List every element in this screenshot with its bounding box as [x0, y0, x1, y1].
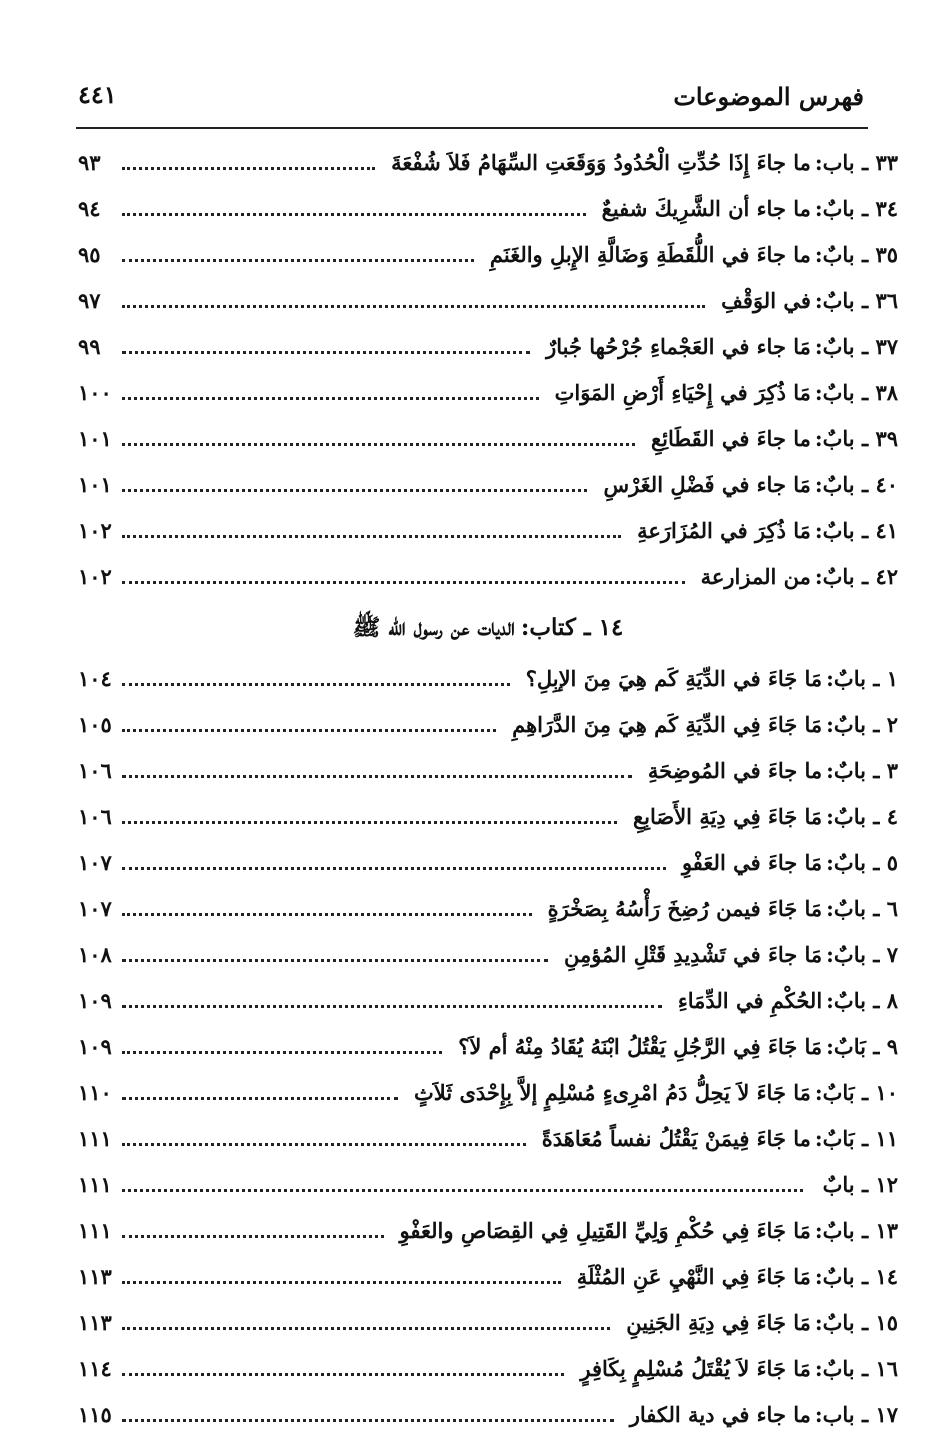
entry-page: ١٠٦ — [78, 804, 112, 829]
section-heading — [78, 600, 898, 656]
entry-title: من المزارعة — [700, 564, 811, 589]
entry-page: ٩٥ — [78, 242, 101, 267]
toc-entry — [78, 656, 898, 702]
entry-title: ما جاء أن الشَّرِيكَ شفيعٌ — [601, 196, 811, 221]
entry-title: مَا ذُكِرَ في المُزَارَعةِ — [637, 518, 811, 543]
entry-title: ما جاءَ في المُوضِحَةِ — [647, 758, 823, 783]
toc-entry — [78, 1300, 898, 1346]
entry-title: مَا جَاءَ لاَ يُقْتَلُ مُسْلِمٍ بِكَافِرٍ — [580, 1356, 811, 1381]
dot-leader — [122, 1235, 384, 1238]
section-number: ١٤ ـ كتاب: — [520, 614, 624, 641]
dot-leader — [122, 1281, 561, 1284]
dot-leader — [122, 397, 539, 400]
entry-number: ١٣ ـ بابٌ: — [814, 1218, 898, 1243]
entry-title: مَا جَاءَ لاَ يَحِلُّ دَمُ امْرِىءٍ مُسْلِمٍ إلاَّ بِإِحْدَى ثَلاَثٍ — [414, 1080, 811, 1105]
toc-entry — [78, 1254, 898, 1300]
entry-page: ١٠٢ — [78, 518, 112, 543]
dot-leader — [122, 959, 548, 962]
entry-number: ١٢ ـ بابٌ — [822, 1172, 898, 1197]
entry-title: مَا ذُكِرَ في إِحْيَاءِ أَرْضِ المَوَاتِ — [554, 380, 811, 405]
entry-title: في الوَقْفِ — [721, 288, 811, 313]
toc-entry — [78, 978, 898, 1024]
dot-leader — [122, 489, 587, 492]
entry-page: ١٠٧ — [78, 896, 112, 921]
entry-page: ١١١ — [78, 1218, 112, 1243]
entry-number: ١٤ ـ بابٌ: — [814, 1264, 898, 1289]
entry-number: ٨ ـ بابٌ: — [826, 988, 898, 1013]
dot-leader — [122, 167, 375, 170]
entry-number: ١٧ ـ باب: — [814, 1402, 898, 1427]
entry-number: ٤٠ ـ بابٌ: — [814, 472, 898, 497]
header-divider — [76, 127, 868, 129]
entry-number: ٣٩ ـ بابٌ: — [814, 426, 898, 451]
dot-leader — [122, 729, 496, 732]
entry-page: ١٠١ — [78, 472, 112, 497]
entry-page: ٩٤ — [78, 196, 101, 221]
entry-title: مَا جَاءَ فِي الدِّيَةِ كَم هِيَ مِنَ الدَّرَاهِمِ — [512, 712, 823, 737]
entry-number: ٥ ـ بابٌ: — [826, 850, 898, 875]
entry-page: ١١١ — [78, 1172, 112, 1197]
entry-page: ١١٤ — [78, 1356, 112, 1381]
entry-page: ٩٧ — [78, 288, 101, 313]
entry-number: ٣٦ ـ بابٌ: — [814, 288, 898, 313]
entry-title: ما جاءَ في اللُّقَطَةِ وَضَالَّةِ الإِبلِ والغَنَمِ — [489, 242, 811, 267]
toc-entry — [78, 1346, 898, 1392]
toc-entry — [78, 508, 898, 554]
entry-number: ٣٥ ـ بابٌ: — [814, 242, 898, 267]
dot-leader — [122, 443, 635, 446]
dot-leader — [122, 683, 510, 686]
entry-title: مَا جَاءَ فيمن رُضِخَ رَأْسُهُ بِصَخْرَةٍ — [547, 896, 823, 921]
dot-leader — [122, 1327, 610, 1330]
entry-page: ٩٩ — [78, 334, 101, 359]
table-of-contents — [78, 140, 898, 1438]
toc-entry — [78, 1070, 898, 1116]
toc-entry — [78, 278, 898, 324]
entry-title: مَا جَاءَ فِي دِيَةِ الأَصَابِعِ — [632, 804, 823, 829]
dot-leader — [122, 305, 705, 308]
entry-title: ما جاءَ إِذَا حُدِّتِ الْحُدُودُ وَوَقَعَتِ السِّهَامُ فَلاَ شُفْعَةَ — [391, 150, 811, 175]
toc-entry — [78, 1162, 898, 1208]
toc-entry — [78, 416, 898, 462]
dot-leader — [122, 581, 685, 584]
entry-title: مَا جاء في العَجْماءِ جُرْحُها جُبارٌ — [546, 334, 811, 359]
entry-number: ٤١ ـ بابٌ: — [814, 518, 898, 543]
toc-entry — [78, 1116, 898, 1162]
entry-page: ١٠٩ — [78, 988, 112, 1013]
entry-page: ١٠١ — [78, 426, 112, 451]
entry-page: ١٠٢ — [78, 564, 112, 589]
toc-entry — [78, 140, 898, 186]
entry-number: ٢ ـ بابٌ: — [826, 712, 898, 737]
entry-number: ٤ ـ بابٌ: — [826, 804, 898, 829]
toc-entry — [78, 794, 898, 840]
section-title: الديات عن رسول الله ﷺ — [352, 614, 515, 641]
entry-page: ١٠٨ — [78, 942, 112, 967]
toc-entry — [78, 324, 898, 370]
entry-page: ١١١ — [78, 1126, 112, 1151]
entry-title: ما جاءَ في القَطَائِعِ — [651, 426, 811, 451]
entry-page: ١١٠ — [78, 1080, 112, 1105]
entry-page: ١١٥ — [78, 1402, 112, 1427]
entry-number: ١١ ـ بَابٌ: — [814, 1126, 898, 1151]
dot-leader — [122, 867, 666, 870]
dot-leader — [122, 213, 586, 216]
toc-entry — [78, 232, 898, 278]
entry-number: ٩ ـ بَابٌ: — [826, 1034, 898, 1059]
entry-title: مَا جَاءَ فِي الرَّجُلِ يَقْتُلُ ابْنَهُ يُقَادُ مِنْهُ أم لاَ؟ — [458, 1034, 823, 1059]
entry-number: ١٦ ـ بابٌ: — [814, 1356, 898, 1381]
entry-page: ١٠٠ — [78, 380, 112, 405]
toc-entry — [78, 1024, 898, 1070]
entry-number: ٣٤ ـ بابٌ: — [814, 196, 898, 221]
entry-page: ١٠٩ — [78, 1034, 112, 1059]
dot-leader — [122, 535, 621, 538]
dot-leader — [122, 775, 632, 778]
entry-title: ما جَاءَ فِيمَنْ يَقْتُلُ نفساً مُعَاهَدَةً — [541, 1126, 811, 1151]
entry-number: ١٥ ـ بابٌ: — [814, 1310, 898, 1335]
entry-page: ١٠٤ — [78, 666, 112, 691]
entry-number: ٣٨ ـ بابٌ: — [814, 380, 898, 405]
entry-number: ١٠ ـ بَابٌ: — [814, 1080, 898, 1105]
dot-leader — [122, 1097, 398, 1100]
dot-leader — [122, 913, 532, 916]
entry-number: ٤٢ ـ بابٌ: — [814, 564, 898, 589]
entry-title: الحُكْمِ في الدِّمَاءِ — [677, 988, 823, 1013]
entry-number: ٣٧ ـ بابٌ: — [814, 334, 898, 359]
dot-leader — [122, 821, 617, 824]
toc-entry — [78, 554, 898, 600]
entry-title: ما جاء في دية الكفار — [629, 1402, 811, 1427]
entry-title: مَا جاءَ في تَشْدِيدِ قَتْلِ المُؤمِنِ — [563, 942, 823, 967]
entry-title: مَا جَاءَ فِي النَّهْيِ عَنِ المُثْلَةِ — [576, 1264, 811, 1289]
toc-entry — [78, 1392, 898, 1438]
header-page-number: ٤٤١ — [78, 80, 117, 109]
toc-entry — [78, 186, 898, 232]
toc-entry — [78, 840, 898, 886]
dot-leader — [122, 1419, 614, 1422]
dot-leader — [122, 1189, 803, 1192]
entry-number: ٦ ـ بابٌ: — [826, 896, 898, 921]
entry-page: ١٠٧ — [78, 850, 112, 875]
entry-page: ١١٣ — [78, 1264, 112, 1289]
entry-number: ٣ ـ بابٌ: — [826, 758, 898, 783]
toc-entry — [78, 370, 898, 416]
entry-title: مَا جَاءَ فِي دِيَةِ الجَنِينِ — [626, 1310, 811, 1335]
entry-number: ١ ـ بابٌ: — [826, 666, 898, 691]
entry-number: ٧ ـ بابٌ: — [826, 942, 898, 967]
toc-entry — [78, 462, 898, 508]
header-title: فهرس الموضوعات — [673, 82, 864, 111]
toc-entry — [78, 702, 898, 748]
entry-title: مَا جاء في فَضْلِ الغَرْسِ — [603, 472, 811, 497]
toc-entry — [78, 886, 898, 932]
toc-entry — [78, 748, 898, 794]
dot-leader — [122, 1005, 662, 1008]
dot-leader — [122, 1373, 564, 1376]
entry-page: ٩٣ — [78, 150, 101, 175]
entry-page: ١٠٥ — [78, 712, 112, 737]
entry-title: مَا جاءَ في العَفْوِ — [681, 850, 823, 875]
entry-page: ١٠٦ — [78, 758, 112, 783]
entry-page: ١١٣ — [78, 1310, 112, 1335]
entry-number: ٣٣ ـ باب: — [814, 150, 898, 175]
page-header — [78, 78, 864, 118]
dot-leader — [122, 1143, 526, 1146]
entry-title: مَا جَاءَ في الدِّيَةِ كَم هِيَ مِنَ الإبِلِ؟ — [525, 666, 823, 691]
toc-entry — [78, 1208, 898, 1254]
toc-entry — [78, 932, 898, 978]
entry-title: مَا جَاءَ فِي حُكْمِ وَلِيِّ القَتِيلِ فِي القِصَاصِ والعَفْوِ — [399, 1218, 811, 1243]
dot-leader — [122, 259, 474, 262]
dot-leader — [122, 351, 530, 354]
dot-leader — [122, 1051, 442, 1054]
